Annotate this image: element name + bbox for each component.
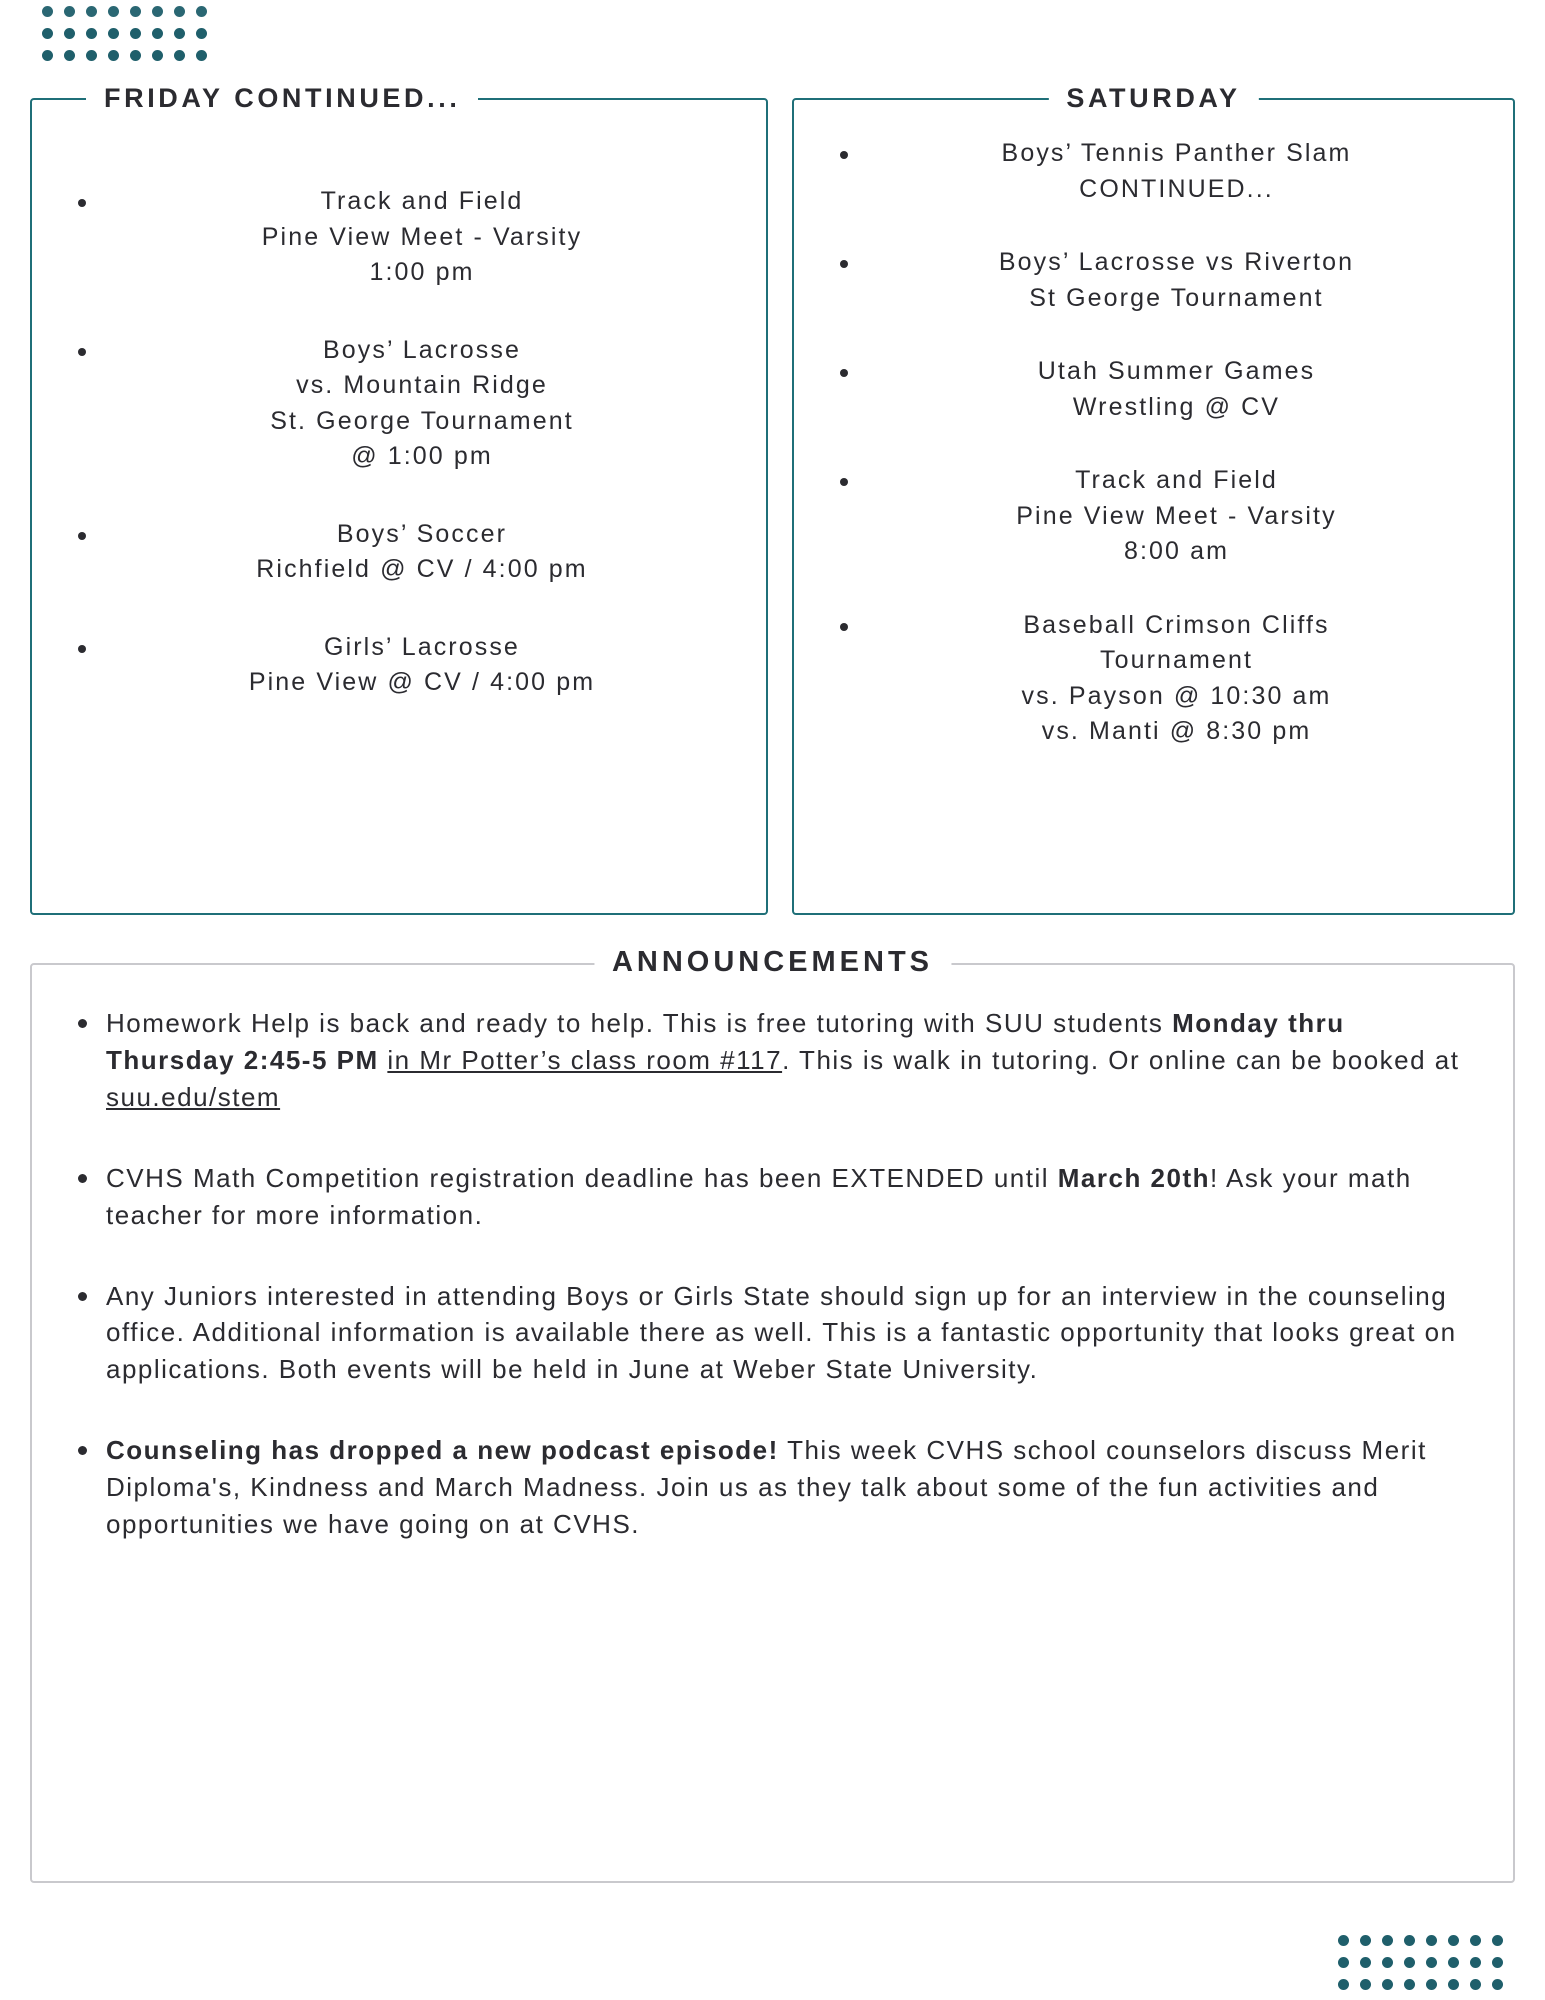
decorative-dot: [130, 50, 141, 61]
decorative-dot: [86, 28, 97, 39]
event-item: [818, 136, 1489, 207]
decorative-dot: [1404, 1935, 1415, 1946]
decorative-dot-grid-top-left: [42, 6, 207, 61]
decorative-dot: [64, 50, 75, 61]
event-line: Richfield @ CV / 4:00 pm: [256, 555, 588, 583]
friday-panel-title: FRIDAY CONTINUED...: [86, 83, 478, 114]
saturday-panel: [792, 83, 1515, 915]
decorative-dot: [86, 50, 97, 61]
decorative-dot: [1338, 1957, 1349, 1968]
decorative-dot: [1470, 1957, 1481, 1968]
announcements-panel-title: ANNOUNCEMENTS: [594, 946, 951, 979]
decorative-dot: [1382, 1979, 1393, 1990]
event-line: Wrestling @ CV: [1072, 392, 1281, 421]
decorative-dot: [1360, 1957, 1371, 1968]
decorative-dot: [130, 6, 141, 17]
event-line: vs. Manti @ 8:30 pm: [1041, 717, 1312, 745]
event-item: [818, 354, 1489, 425]
decorative-dot-grid-bottom-right: [1338, 1935, 1503, 1990]
event-line: Baseball Crimson Cliffs: [1023, 610, 1330, 639]
event-line: Boys’ Lacrosse: [323, 335, 521, 364]
decorative-dot: [1360, 1979, 1371, 1990]
event-line: 8:00 am: [1123, 537, 1230, 565]
event-line: Utah Summer Games: [1037, 357, 1316, 385]
event-item: [56, 184, 742, 291]
decorative-dot: [1338, 1935, 1349, 1946]
decorative-dot: [1470, 1979, 1481, 1990]
decorative-dot: [108, 6, 119, 17]
announcements-list: [70, 1005, 1475, 1543]
decorative-dot: [1492, 1957, 1503, 1968]
schedule-columns: [30, 83, 1515, 915]
decorative-dot: [1470, 1935, 1481, 1946]
decorative-dot: [1404, 1979, 1415, 1990]
event-line: St George Tournament: [1029, 283, 1324, 312]
decorative-dot: [1382, 1935, 1393, 1946]
event-item: [818, 608, 1489, 750]
event-line: Pine View @ CV / 4:00 pm: [248, 668, 596, 696]
event-line: Pine View Meet - Varsity: [1016, 501, 1337, 530]
decorative-dot: [152, 28, 163, 39]
event-item: [56, 517, 742, 588]
decorative-dot: [196, 50, 207, 61]
decorative-dot: [1426, 1979, 1437, 1990]
event-line: Boys’ Soccer: [336, 519, 508, 548]
saturday-panel-title: SATURDAY: [1048, 83, 1258, 114]
event-item: [818, 463, 1489, 570]
decorative-dot: [42, 6, 53, 17]
decorative-dot: [1338, 1979, 1349, 1990]
decorative-dot: [174, 6, 185, 17]
event-line: vs. Mountain Ridge: [296, 371, 548, 399]
saturday-event-list: [818, 136, 1489, 750]
announcement-counseling-podcast: Counseling has dropped a new podcast episode! This week CVHS school counselors discuss Merit Diploma's, Kindness and March Madness. Join us as they talk about some of the fun activities and opportunities we have going on at CVHS.: [70, 1432, 1475, 1543]
decorative-dot: [152, 6, 163, 17]
decorative-dot: [1426, 1935, 1437, 1946]
decorative-dot: [196, 28, 207, 39]
event-line: Track and Field: [1075, 466, 1278, 494]
decorative-dot: [1448, 1935, 1459, 1946]
announcement-boys-girls-state: Any Juniors interested in attending Boys or Girls State should sign up for an interview in the counseling office. Additional information is available there as well. This is a fantastic opportunity that looks great on applications. Both events will be held in June at Weber State University.: [70, 1278, 1475, 1389]
event-line: Track and Field: [320, 187, 524, 215]
decorative-dot: [108, 50, 119, 61]
decorative-dot: [196, 6, 207, 17]
decorative-dot: [174, 28, 185, 39]
announcements-panel: [30, 946, 1515, 1883]
decorative-dot: [86, 6, 97, 17]
friday-panel: [30, 83, 768, 915]
event-line: Girls’ Lacrosse: [324, 632, 520, 661]
event-line: 1:00 pm: [369, 258, 475, 286]
decorative-dot: [1448, 1979, 1459, 1990]
friday-event-list: [56, 184, 742, 701]
event-line: vs. Payson @ 10:30 am: [1021, 681, 1332, 710]
event-line: Boys’ Lacrosse vs Riverton: [998, 248, 1355, 276]
event-line: Boys’ Tennis Panther Slam: [1001, 139, 1352, 167]
decorative-dot: [130, 28, 141, 39]
decorative-dot: [1426, 1957, 1437, 1968]
event-line: CONTINUED...: [1079, 174, 1274, 203]
decorative-dot: [1492, 1979, 1503, 1990]
decorative-dot: [1382, 1957, 1393, 1968]
event-item: [56, 333, 742, 475]
event-line: Tournament: [1099, 646, 1254, 674]
decorative-dot: [152, 50, 163, 61]
event-item: [56, 630, 742, 701]
event-item: [818, 245, 1489, 316]
decorative-dot: [64, 28, 75, 39]
announcement-homework-help: Homework Help is back and ready to help. This is free tutoring with SUU students Monday thru Thursday 2:45-5 PM in Mr Potter’s class room #117. This is walk in tutoring. Or online can be booked at suu.edu/stem: [70, 1005, 1475, 1116]
event-line: St. George Tournament: [270, 406, 574, 435]
event-line: Pine View Meet - Varsity: [261, 222, 583, 251]
decorative-dot: [42, 50, 53, 61]
decorative-dot: [1492, 1935, 1503, 1946]
decorative-dot: [1404, 1957, 1415, 1968]
decorative-dot: [1448, 1957, 1459, 1968]
decorative-dot: [108, 28, 119, 39]
decorative-dot: [1360, 1935, 1371, 1946]
announcement-math-competition: CVHS Math Competition registration deadline has been EXTENDED until March 20th! Ask your math teacher for more information.: [70, 1160, 1475, 1234]
event-line: @ 1:00 pm: [351, 442, 493, 470]
decorative-dot: [174, 50, 185, 61]
decorative-dot: [42, 28, 53, 39]
decorative-dot: [64, 6, 75, 17]
